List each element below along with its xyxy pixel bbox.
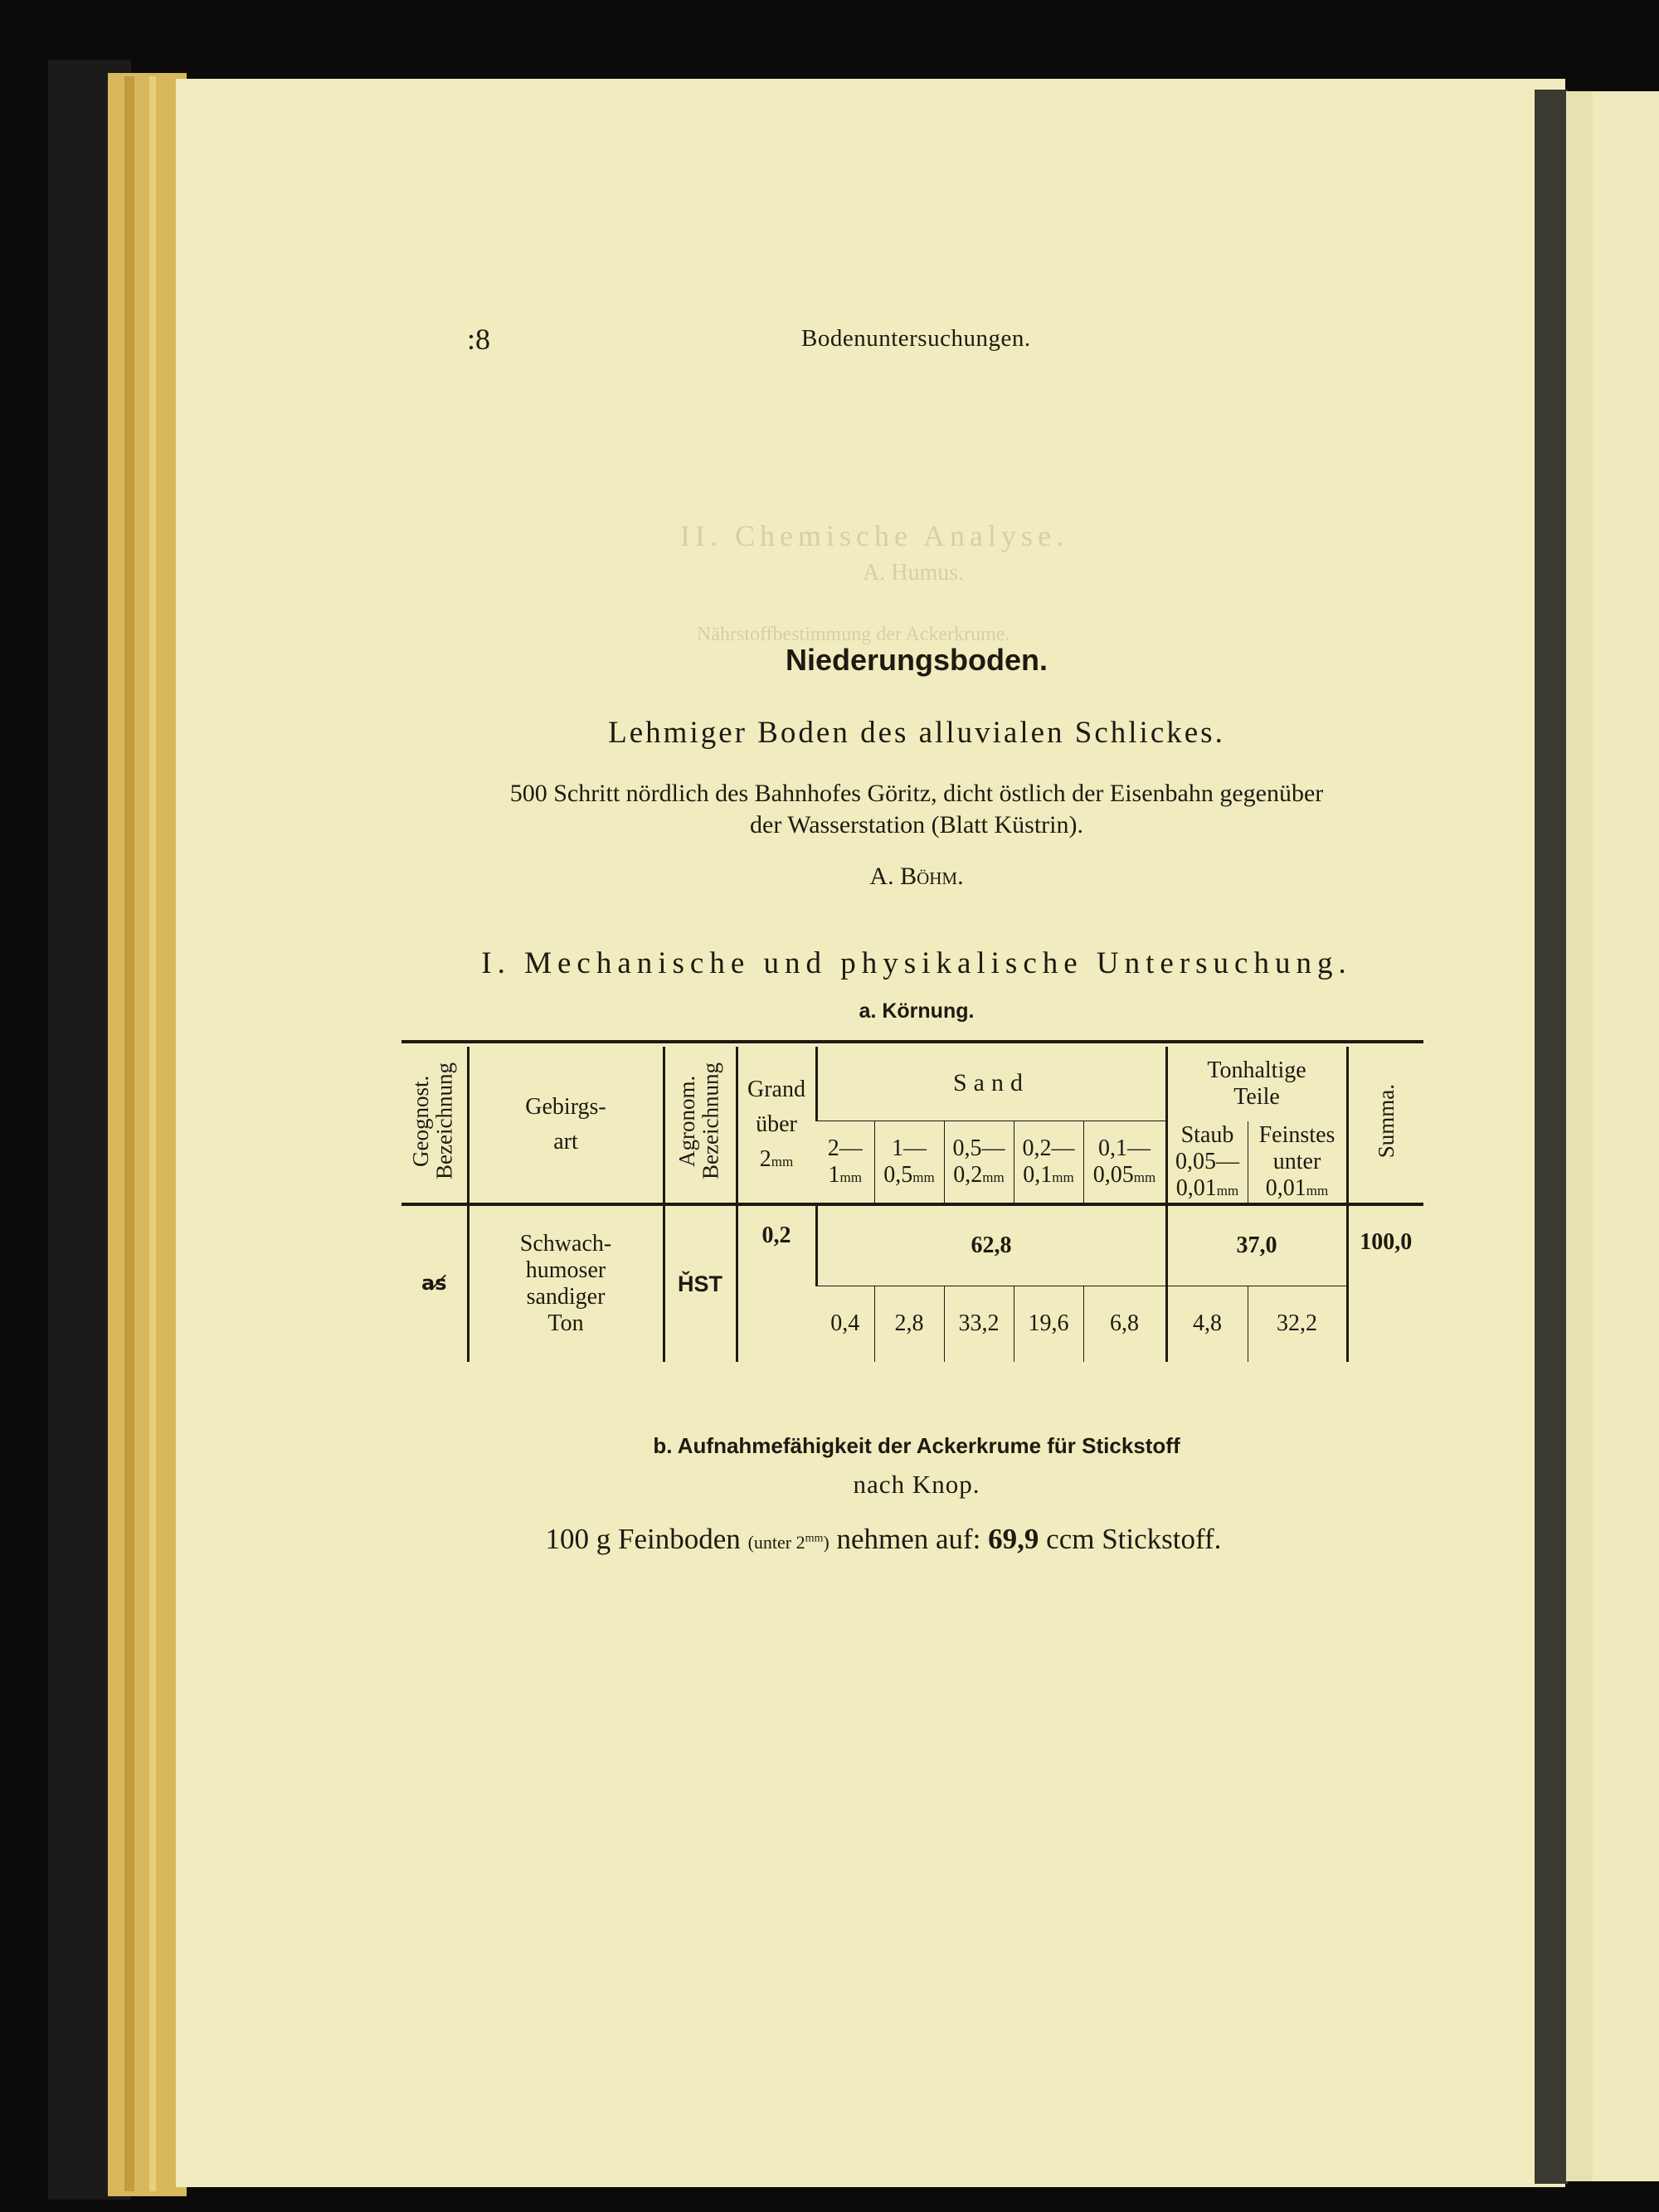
table-header-row — [401, 1047, 1423, 1121]
cell-feinstes: 32,2 — [1248, 1286, 1347, 1362]
cell-ton-total: 37,0 — [1166, 1206, 1347, 1286]
subsection-a-title: a. Körnung. — [859, 999, 975, 1023]
cell-sand-5: 6,8 — [1083, 1286, 1166, 1362]
location-line: 500 Schritt nördlich des Bahnhofes Göritz, dicht östlich der Eisenbahn gegenüber — [509, 780, 1324, 807]
header-grand — [737, 1047, 816, 1203]
main-heading: Niederungsboden. — [785, 643, 1048, 677]
cell-sand-total: 62,8 — [816, 1206, 1166, 1286]
header-sand-col-5: 0,1— 0,05mm — [1083, 1121, 1166, 1203]
running-head — [0, 322, 1659, 358]
cell-summa: 100,0 — [1347, 1206, 1423, 1362]
cell-sand-1: 0,4 — [830, 1310, 860, 1337]
koernung-table — [401, 1047, 1423, 1362]
header-gebirgsart-line: art — [553, 1129, 578, 1155]
cell-sand-4: 19,6 — [1014, 1286, 1083, 1362]
page-block-edge — [108, 73, 187, 2196]
author: A. Böhm. — [869, 863, 964, 890]
cell-sand-3: 33,2 — [944, 1286, 1014, 1362]
cell-agronom: ȞST — [664, 1206, 737, 1362]
spine-gutter — [1535, 90, 1568, 2184]
cell-gebirgsart: Schwach- humoser sandiger Ton — [468, 1206, 664, 1362]
header-geognost: Geognost. Bezeichnung — [408, 1062, 457, 1180]
header-gebirgsart — [468, 1047, 664, 1203]
table-top-rule — [401, 1040, 1423, 1043]
header-feinstes: Feinstes unter 0,01mm — [1248, 1121, 1347, 1203]
header-ton-line: Teile — [1233, 1083, 1280, 1110]
bleed-through-line: Nährstoffbestimmung der Ackerkrume. — [697, 624, 1010, 645]
header-staub: Staub 0,05— 0,01mm — [1166, 1121, 1248, 1203]
header-grand-size: 2mm — [759, 1146, 794, 1173]
header-summa: Summa. — [1347, 1047, 1423, 1203]
header-sand-col-4: 0,2— 0,1mm — [1014, 1121, 1083, 1203]
bleed-through-line: A. Humus. — [863, 560, 965, 586]
header-agronom: Agronom. Bezeichnung — [664, 1047, 737, 1203]
location-line: der Wasserstation (Blatt Küstrin). — [750, 811, 1083, 839]
cell-geognost: as̸ — [421, 1271, 447, 1296]
header-sand-col-3: 0,5— 0,2mm — [944, 1121, 1014, 1203]
result-line — [166, 1523, 1601, 1556]
running-title: Bodenuntersuchungen. — [801, 325, 1031, 352]
cell-sand-2: 2,8 — [874, 1286, 944, 1362]
page-number: :8 — [467, 323, 491, 356]
cell-grand: 0,2 — [737, 1206, 816, 1362]
result-pre: 100 g Feinboden — [545, 1523, 741, 1555]
header-sand: Sand — [816, 1047, 1166, 1121]
subsection-b-title: b. Aufnahmefähigkeit der Ackerkrume für Stickstoff — [653, 1433, 1180, 1458]
result-post: ccm Stickstoff. — [1046, 1523, 1222, 1555]
header-gebirgsart-line: Gebirgs- — [525, 1093, 606, 1120]
result-value: 69,9 — [988, 1523, 1039, 1555]
bleed-through-line: II. Chemische Analyse. — [680, 519, 1068, 552]
header-ton-line: Tonhaltige — [1207, 1057, 1306, 1083]
subsection-b-method: nach Knop. — [853, 1470, 980, 1499]
header-tonhaltige-teile — [1166, 1047, 1347, 1121]
cell-staub: 4,8 — [1166, 1286, 1248, 1362]
header-sand-col-2: 1— 0,5mm — [874, 1121, 944, 1203]
header-grand-line: Grand — [747, 1076, 805, 1102]
header-grand-line: über — [756, 1111, 797, 1137]
subtitle: Lehmiger Boden des alluvialen Schlickes. — [608, 716, 1225, 750]
header-sand-col-1: 2— 1mm — [827, 1135, 863, 1189]
result-paren: (unter $2^{mm}$) — [747, 1532, 830, 1553]
result-mid: nehmen auf: — [836, 1523, 981, 1555]
location-description — [199, 778, 1634, 841]
table-data-row — [401, 1206, 1423, 1286]
section-title: I. Mechanische und physikalische Untersuchung. — [481, 946, 1352, 980]
